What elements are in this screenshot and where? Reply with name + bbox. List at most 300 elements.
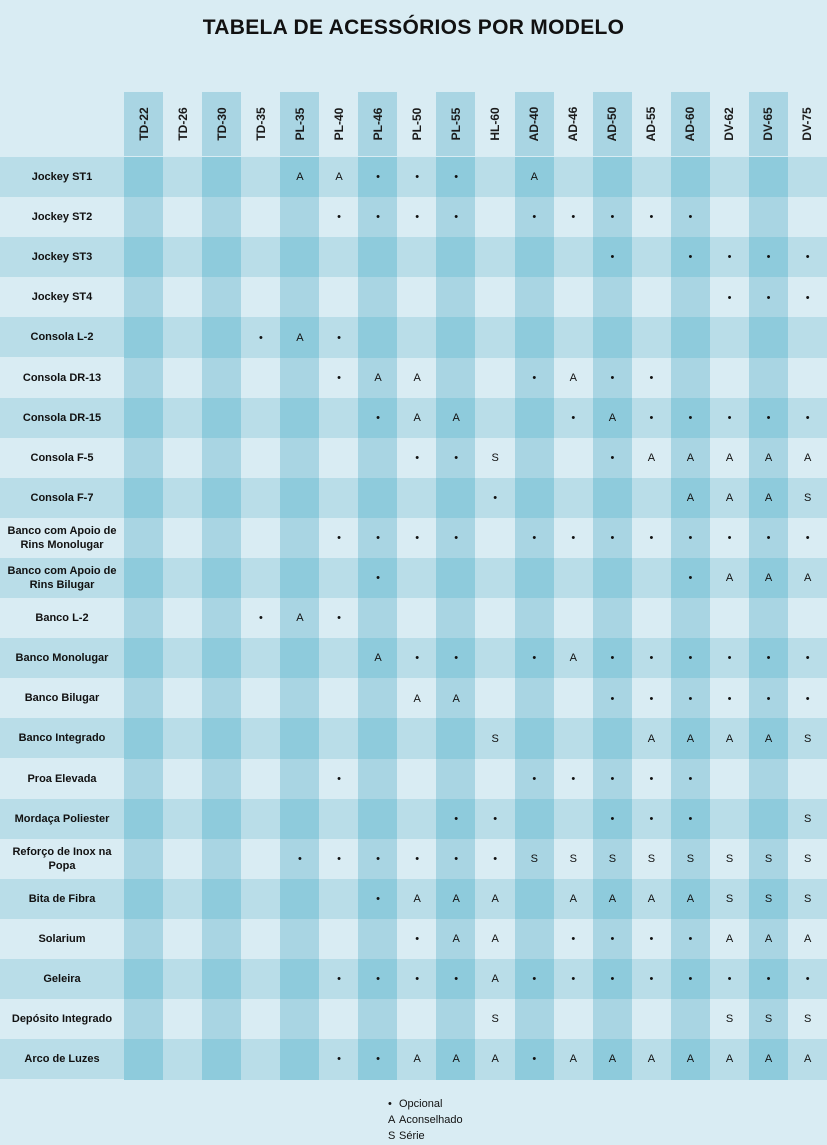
- cell-value: •: [337, 211, 341, 224]
- accessory-label: Consola F-7: [0, 478, 124, 518]
- table-cell: [788, 358, 827, 399]
- cell-value: •: [688, 532, 693, 545]
- table-cell: [554, 197, 594, 238]
- cell-value: [554, 678, 594, 719]
- table-cell: [632, 1039, 672, 1080]
- table-cell: [593, 839, 633, 880]
- table-cell: [436, 237, 476, 278]
- table-cell: [710, 1039, 750, 1080]
- accessory-label: Depósito Integrado: [0, 999, 124, 1039]
- cell-value: [124, 558, 164, 599]
- table-cell: [436, 558, 476, 599]
- table-cell: [671, 718, 711, 759]
- table-cell: [632, 638, 672, 679]
- cell-value: [319, 919, 359, 960]
- table-cell: [436, 799, 476, 840]
- table-cell: [319, 919, 359, 960]
- table-cell: [280, 358, 320, 399]
- cell-value: [515, 919, 555, 960]
- cell-value: [475, 598, 515, 639]
- cell-value: A: [803, 572, 812, 585]
- cell-value: [358, 237, 398, 278]
- cell-value: [475, 317, 515, 358]
- table-cell: [515, 678, 555, 719]
- cell-value: [632, 478, 672, 519]
- cell-value: [124, 759, 164, 800]
- table-cell: [593, 277, 633, 318]
- cell-value: [202, 317, 242, 358]
- table-cell: [515, 157, 555, 198]
- model-header: [710, 92, 749, 156]
- cell-value: A: [764, 1053, 773, 1066]
- cell-value: [436, 598, 476, 639]
- table-cell: [319, 518, 359, 559]
- cell-value: [671, 358, 711, 399]
- table-cell: [475, 358, 515, 399]
- table-cell: [241, 317, 281, 358]
- table-cell: [202, 919, 242, 960]
- table-cell: [397, 919, 437, 960]
- accessory-label: Banco com Apoio de Rins Bilugar: [0, 558, 124, 598]
- cell-value: [163, 157, 203, 198]
- table-cell: [749, 438, 789, 479]
- table-cell: [280, 1039, 320, 1080]
- table-cell: [749, 1039, 789, 1080]
- cell-value: [515, 718, 555, 759]
- model-header: [319, 92, 358, 156]
- accessory-label: Consola DR-15: [0, 398, 124, 438]
- cell-value: [515, 277, 555, 318]
- table-cell: [202, 959, 242, 1000]
- table-cell: [749, 959, 789, 1000]
- table-cell: [749, 197, 789, 238]
- cell-value: •: [766, 251, 771, 264]
- table-cell: [202, 879, 242, 920]
- table-cell: [749, 157, 789, 198]
- cell-value: [241, 879, 281, 920]
- table-cell: [671, 839, 711, 880]
- table-cell: [788, 317, 827, 358]
- cell-value: [554, 799, 594, 840]
- table-cell: [593, 157, 633, 198]
- table-cell: [280, 558, 320, 599]
- cell-value: •: [610, 772, 615, 785]
- cell-value: [710, 759, 750, 800]
- table-cell: [358, 598, 398, 639]
- table-cell: [710, 919, 750, 960]
- table-cell: [319, 277, 359, 318]
- table-cell: [554, 237, 594, 278]
- cell-value: •: [649, 812, 654, 825]
- cell-value: •: [610, 451, 615, 464]
- cell-value: •: [571, 973, 576, 986]
- table-cell: [671, 197, 711, 238]
- cell-value: A: [608, 893, 617, 906]
- table-cell: [475, 277, 515, 318]
- cell-value: [241, 999, 281, 1040]
- cell-value: S: [491, 451, 499, 464]
- table-cell: [202, 598, 242, 639]
- cell-value: A: [452, 933, 460, 946]
- cell-value: S: [569, 852, 577, 865]
- table-cell: [436, 919, 476, 960]
- model-header: [436, 92, 475, 156]
- cell-value: A: [725, 933, 734, 946]
- table-cell: [632, 518, 672, 559]
- accessory-label: Proa Elevada: [0, 759, 124, 799]
- table-cell: [319, 1039, 359, 1080]
- cell-value: [241, 1039, 281, 1080]
- table-cell: [163, 197, 203, 238]
- table-cell: [593, 478, 633, 519]
- table-cell: [397, 879, 437, 920]
- cell-value: [202, 478, 242, 519]
- cell-value: •: [610, 812, 615, 825]
- table-cell: [436, 839, 476, 880]
- cell-value: A: [725, 451, 734, 464]
- cell-value: [202, 759, 242, 800]
- table-cell: [319, 879, 359, 920]
- table-cell: [241, 678, 281, 719]
- cell-value: •: [688, 933, 693, 946]
- cell-value: [124, 638, 164, 679]
- table-cell: [632, 558, 672, 599]
- table-cell: [280, 999, 320, 1040]
- cell-value: [241, 839, 281, 880]
- cell-value: [163, 1039, 203, 1080]
- cell-value: •: [727, 532, 732, 545]
- table-cell: [749, 839, 789, 880]
- cell-value: [358, 799, 398, 840]
- table-cell: [436, 638, 476, 679]
- cell-value: [515, 478, 555, 519]
- cell-value: [319, 398, 359, 439]
- cell-value: [749, 759, 789, 800]
- table-cell: [202, 358, 242, 399]
- model-header: [515, 92, 554, 156]
- cell-value: [515, 237, 555, 278]
- cell-value: [554, 438, 594, 479]
- cell-value: •: [610, 933, 615, 946]
- cell-value: S: [530, 852, 538, 865]
- table-cell: [319, 438, 359, 479]
- table-cell: [475, 558, 515, 599]
- cell-value: [515, 317, 555, 358]
- cell-value: [202, 277, 242, 318]
- table-cell: [554, 879, 594, 920]
- cell-value: •: [376, 171, 380, 184]
- cell-value: [163, 678, 203, 719]
- table-cell: [280, 398, 320, 439]
- table-cell: [593, 398, 633, 439]
- table-cell: [358, 558, 398, 599]
- cell-value: S: [764, 1013, 773, 1026]
- table-cell: [358, 678, 398, 719]
- table-cell: [593, 959, 633, 1000]
- cell-value: A: [452, 692, 460, 705]
- cell-value: S: [764, 893, 773, 906]
- table-cell: [280, 277, 320, 318]
- cell-value: [710, 598, 750, 639]
- cell-value: A: [413, 1053, 421, 1066]
- table-cell: [397, 799, 437, 840]
- cell-value: A: [647, 1053, 656, 1066]
- cell-value: •: [532, 211, 537, 224]
- table-cell: [358, 398, 398, 439]
- cell-value: S: [803, 492, 812, 505]
- cell-value: [554, 558, 594, 599]
- cell-value: [397, 598, 437, 639]
- table-cell: [241, 157, 281, 198]
- table-cell: [358, 718, 398, 759]
- table-cell: [554, 398, 594, 439]
- table-cell: [397, 839, 437, 880]
- cell-value: [788, 358, 827, 399]
- table-cell: [397, 678, 437, 719]
- table-cell: [710, 358, 750, 399]
- cell-value: •: [805, 532, 810, 545]
- cell-value: A: [686, 1053, 695, 1066]
- cell-value: [788, 317, 827, 358]
- cell-value: A: [413, 893, 421, 906]
- table-cell: [515, 999, 555, 1040]
- cell-value: [241, 959, 281, 1000]
- cell-value: [280, 558, 320, 599]
- table-cell: [397, 759, 437, 800]
- table-cell: [163, 358, 203, 399]
- cell-value: [202, 718, 242, 759]
- cell-value: [202, 558, 242, 599]
- cell-value: [319, 478, 359, 519]
- table-cell: [163, 799, 203, 840]
- table-cell: [593, 638, 633, 679]
- cell-value: [163, 959, 203, 1000]
- cell-value: A: [296, 612, 304, 625]
- table-cell: [671, 157, 711, 198]
- cell-value: •: [454, 532, 459, 545]
- cell-value: A: [764, 451, 773, 464]
- model-header-label: DV-65: [761, 107, 776, 141]
- cell-value: A: [296, 171, 304, 184]
- table-cell: [241, 1039, 281, 1080]
- table-cell: [671, 678, 711, 719]
- table-cell: [632, 799, 672, 840]
- cell-value: [202, 799, 242, 840]
- table-cell: [593, 999, 633, 1040]
- cell-value: •: [454, 812, 459, 825]
- table-cell: [358, 839, 398, 880]
- table-cell: [515, 317, 555, 358]
- accessory-label: Jockey ST4: [0, 277, 124, 317]
- cell-value: •: [454, 211, 459, 224]
- cell-value: •: [649, 211, 654, 224]
- table-cell: [749, 518, 789, 559]
- table-cell: [280, 157, 320, 198]
- cell-value: •: [571, 411, 576, 424]
- table-cell: [280, 237, 320, 278]
- table-cell: [319, 237, 359, 278]
- cell-value: •: [610, 371, 615, 384]
- table-cell: [710, 197, 750, 238]
- cell-value: A: [686, 451, 695, 464]
- cell-value: A: [452, 411, 460, 424]
- cell-value: A: [335, 171, 343, 184]
- table-cell: [319, 999, 359, 1040]
- cell-value: [280, 478, 320, 519]
- cell-value: [202, 638, 242, 679]
- cell-value: [358, 678, 398, 719]
- cell-value: [124, 1039, 164, 1080]
- model-header-label: TD-30: [214, 107, 229, 141]
- cell-value: [241, 157, 281, 198]
- table-cell: [163, 919, 203, 960]
- cell-value: A: [374, 652, 382, 665]
- cell-value: [475, 638, 515, 679]
- cell-value: [241, 919, 281, 960]
- table-cell: [710, 438, 750, 479]
- table-cell: [515, 518, 555, 559]
- table-cell: [593, 438, 633, 479]
- cell-value: [124, 718, 164, 759]
- cell-value: [358, 277, 398, 318]
- cell-value: •: [766, 652, 771, 665]
- cell-value: •: [415, 171, 420, 184]
- cell-value: A: [725, 492, 734, 505]
- cell-value: A: [296, 331, 304, 344]
- accessory-label: Banco Integrado: [0, 718, 124, 758]
- table-cell: [319, 398, 359, 439]
- table-cell: [358, 919, 398, 960]
- cell-value: [319, 558, 359, 599]
- cell-value: [593, 999, 633, 1040]
- table-cell: [397, 277, 437, 318]
- table-cell: [475, 839, 515, 880]
- table-cell: [475, 638, 515, 679]
- table-cell: [593, 558, 633, 599]
- cell-value: [475, 197, 515, 238]
- table-cell: [280, 478, 320, 519]
- cell-value: [475, 277, 515, 318]
- table-cell: [515, 358, 555, 399]
- cell-value: [280, 718, 320, 759]
- cell-value: [124, 919, 164, 960]
- cell-value: S: [725, 1013, 734, 1026]
- cell-value: •: [376, 411, 380, 424]
- cell-value: [397, 558, 437, 599]
- cell-value: A: [491, 973, 499, 986]
- accessory-label: Banco Monolugar: [0, 638, 124, 678]
- table-cell: [515, 478, 555, 519]
- table-cell: [358, 759, 398, 800]
- table-cell: [710, 598, 750, 639]
- table-cell: [710, 718, 750, 759]
- cell-value: A: [413, 692, 421, 705]
- table-cell: [163, 638, 203, 679]
- legend-text: Série: [399, 1130, 425, 1142]
- cell-value: S: [686, 852, 695, 865]
- cell-value: [475, 759, 515, 800]
- table-cell: [163, 959, 203, 1000]
- table-cell: [436, 718, 476, 759]
- cell-value: [163, 558, 203, 599]
- table-cell: [554, 678, 594, 719]
- table-cell: [515, 237, 555, 278]
- table-cell: [163, 759, 203, 800]
- table-cell: [554, 1039, 594, 1080]
- cell-value: •: [337, 852, 341, 865]
- table-cell: [475, 1039, 515, 1080]
- table-cell: [788, 839, 827, 880]
- cell-value: •: [454, 973, 459, 986]
- table-cell: [436, 478, 476, 519]
- table-cell: [671, 317, 711, 358]
- cell-value: [202, 438, 242, 479]
- accessory-label: Consola F-5: [0, 438, 124, 478]
- table-cell: [554, 799, 594, 840]
- cell-value: •: [493, 492, 498, 505]
- table-cell: [202, 759, 242, 800]
- cell-value: [593, 558, 633, 599]
- cell-value: [436, 358, 476, 399]
- cell-value: [124, 879, 164, 920]
- table-cell: [202, 157, 242, 198]
- cell-value: [436, 558, 476, 599]
- table-cell: [124, 1039, 164, 1080]
- table-cell: [280, 678, 320, 719]
- accessory-label: Jockey ST3: [0, 237, 124, 277]
- table-cell: [749, 558, 789, 599]
- cell-value: •: [805, 973, 810, 986]
- model-header: [358, 92, 397, 156]
- cell-value: •: [805, 692, 810, 705]
- table-cell: [554, 999, 594, 1040]
- cell-value: [554, 317, 594, 358]
- table-cell: [202, 999, 242, 1040]
- table-cell: [241, 398, 281, 439]
- cell-value: •: [454, 652, 459, 665]
- table-cell: [436, 197, 476, 238]
- cell-value: •: [727, 692, 732, 705]
- table-cell: [124, 157, 164, 198]
- cell-value: [124, 237, 164, 278]
- cell-value: •: [493, 812, 498, 825]
- table-cell: [202, 799, 242, 840]
- table-cell: [593, 317, 633, 358]
- table-cell: [280, 799, 320, 840]
- table-cell: [202, 1039, 242, 1080]
- table-cell: [202, 518, 242, 559]
- table-cell: [788, 598, 827, 639]
- table-cell: [554, 358, 594, 399]
- table-cell: [436, 438, 476, 479]
- cell-value: [397, 999, 437, 1040]
- cell-value: •: [376, 852, 380, 865]
- table-cell: [788, 638, 827, 679]
- table-cell: [358, 518, 398, 559]
- table-cell: [710, 398, 750, 439]
- table-cell: [515, 718, 555, 759]
- table-cell: [632, 999, 672, 1040]
- cell-value: [124, 518, 164, 559]
- table-cell: [358, 317, 398, 358]
- table-cell: [749, 999, 789, 1040]
- table-cell: [124, 478, 164, 519]
- table-cell: [671, 598, 711, 639]
- table-cell: [202, 718, 242, 759]
- table-cell: [202, 638, 242, 679]
- cell-value: [475, 358, 515, 399]
- cell-value: •: [766, 692, 771, 705]
